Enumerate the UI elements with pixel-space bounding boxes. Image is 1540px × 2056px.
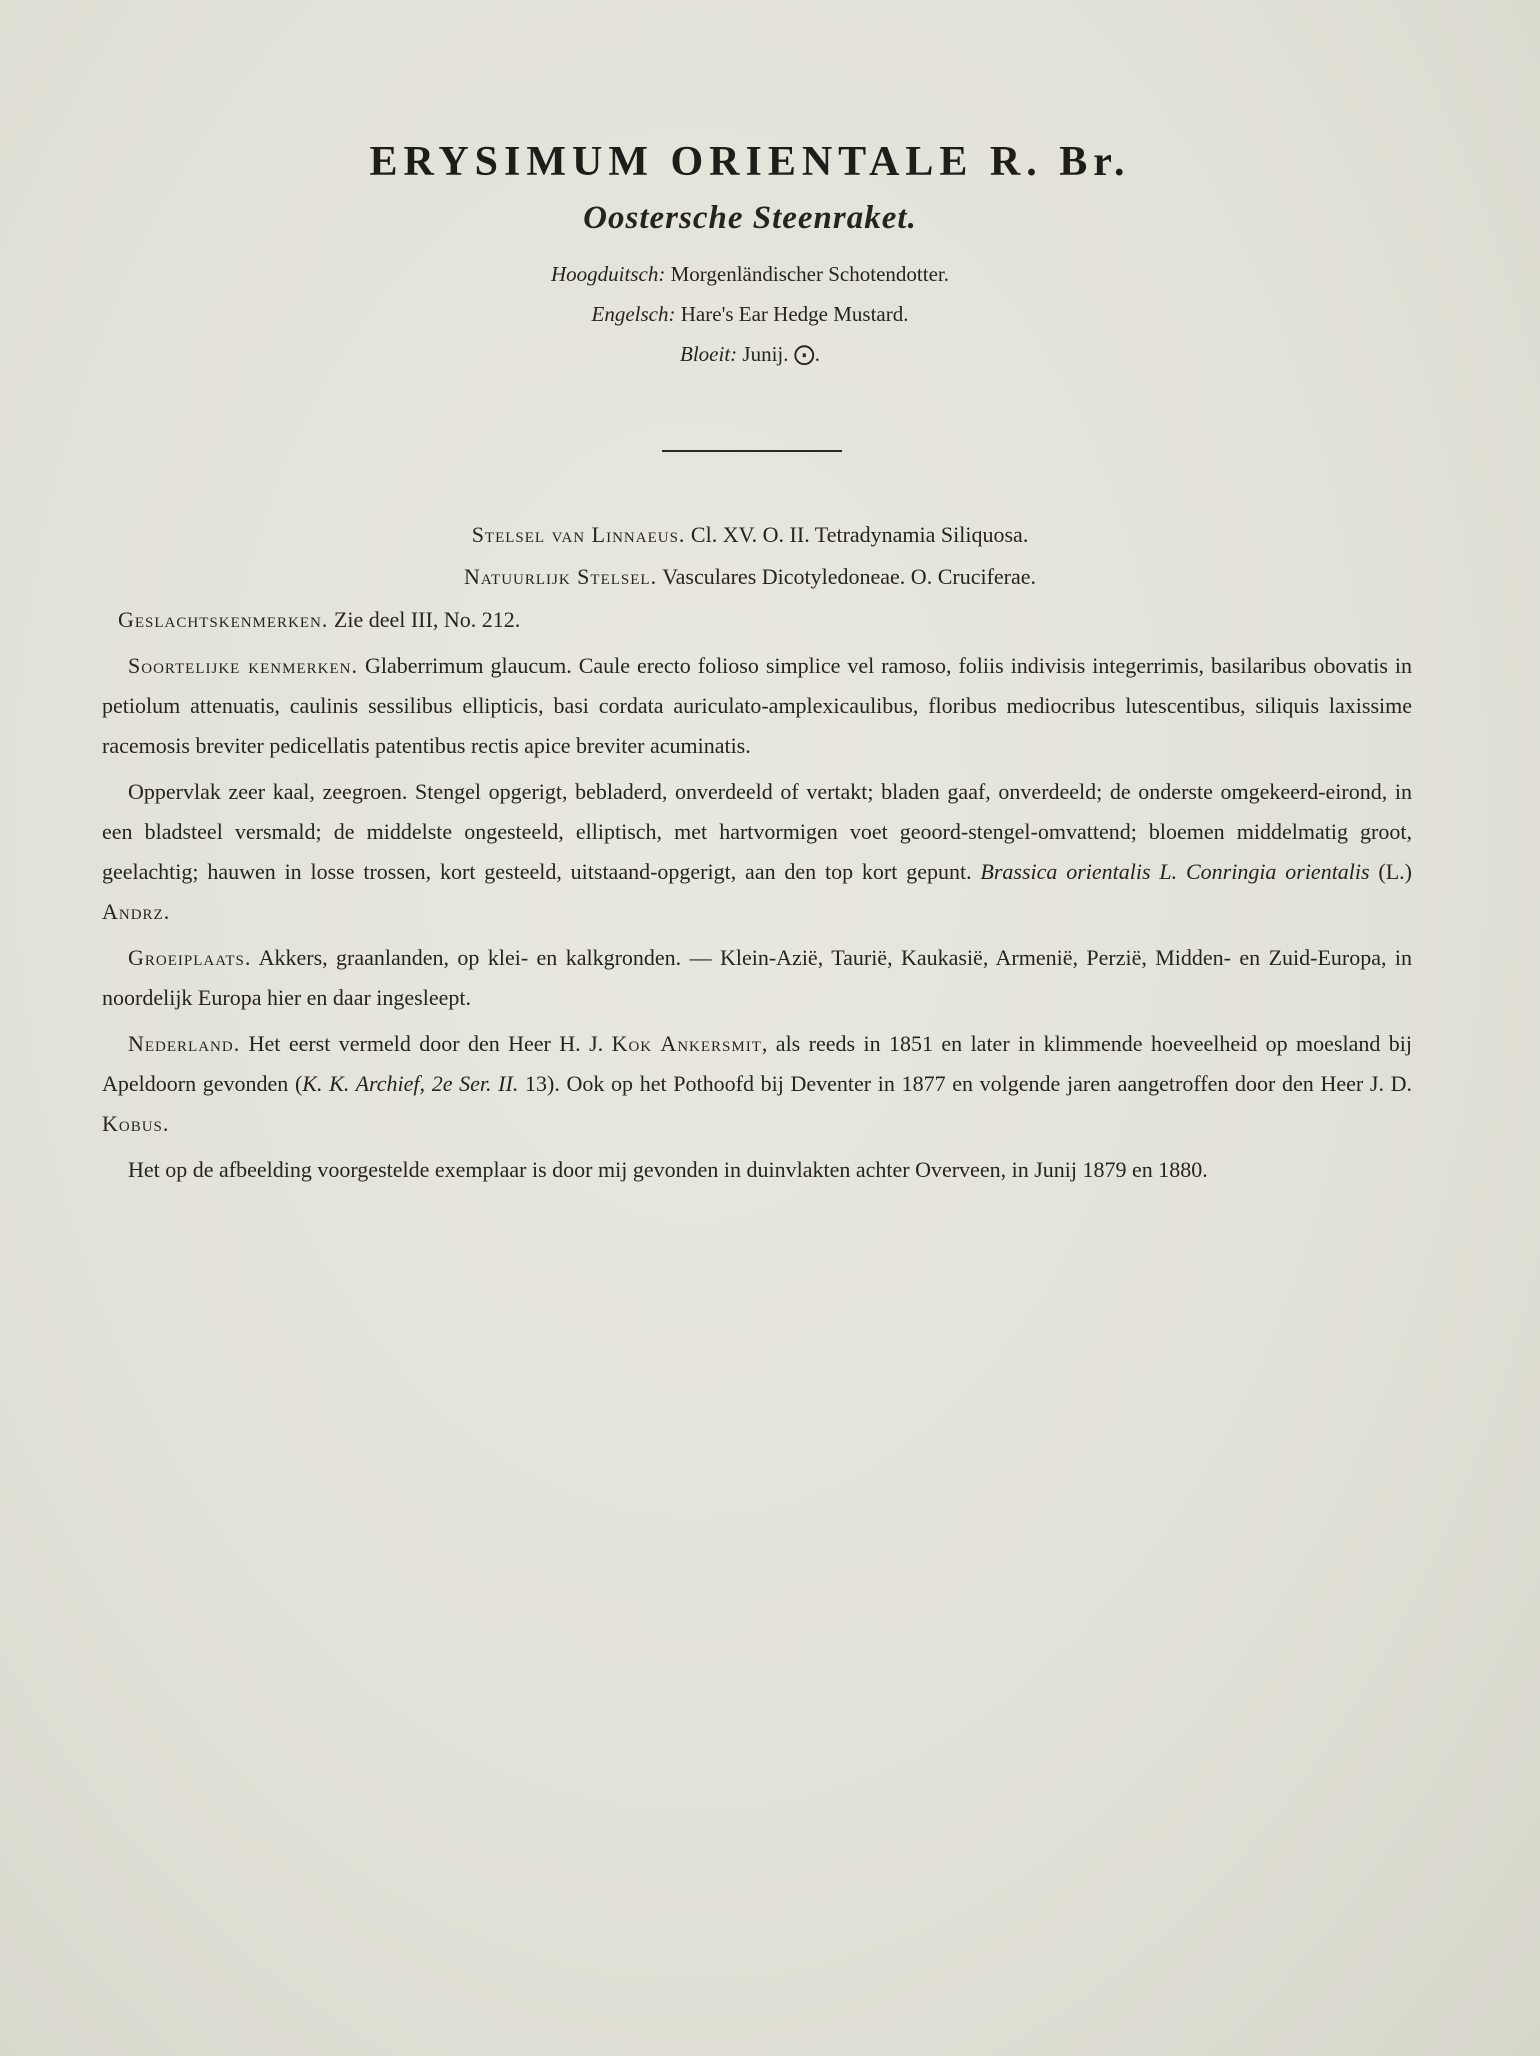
para-illustration-text: Het op de afbeelding voorgestelde exemplaar is door mij gevonden in duinvlakten achter Overveen, in Junij 1879 en 1880. <box>128 1157 1208 1182</box>
para-netherlands-text3: 13). Ook op het Pothoofd bij Deventer in 1877 en volgende jaren aangetroffen door den Heer J. D. <box>518 1071 1413 1096</box>
synonym-brassica: Brassica orientalis L. <box>980 859 1178 884</box>
page-title: ERYSIMUM ORIENTALE R. Br. <box>369 139 1131 185</box>
flowering <box>0 342 1500 367</box>
classification-natural-value: Vasculares Dicotyledoneae. O. Cruciferae. <box>662 564 1037 589</box>
para-netherlands <box>102 1024 1412 1144</box>
para-species <box>102 646 1412 766</box>
classification-natural-label: Natuurlijk Stelsel. <box>463 564 658 589</box>
para-genus-label: Geslachtskenmerken. <box>118 607 329 632</box>
person-kok-ankersmit: Kok Ankersmit <box>611 1031 762 1056</box>
name-german <box>0 262 1500 287</box>
page-subtitle: Oostersche Steenraket. <box>583 200 917 236</box>
body-text <box>102 600 1412 1196</box>
para-species-label: Soortelijke kenmerken. <box>128 653 358 678</box>
para-habitat-label: Groeiplaats. <box>128 945 252 970</box>
name-english-value: Hare's Ear Hedge Mustard. <box>680 302 909 326</box>
para-species-text: Glaberrimum glaucum. Caule erecto folioso simplice vel ramoso, foliis indivisis integerrimis, basilaribus obovatis in petiolum attenuatis, caulinis sessilibus ellipticis, basi cordata auriculato-amplexicaulibus, floribus mediocribus lutescentibus, siliquis laxissime racemosis breviter pedicellatis patentibus rectis apice breviter acuminatis. <box>102 653 1413 758</box>
classification-natural <box>0 564 1500 590</box>
para-genus <box>102 600 1412 640</box>
para-description-text: Oppervlak zeer kaal, zeegroen. Stengel opgerigt, bebladerd, onverdeeld of vertakt; bladen gaaf, onverdeeld; de onderste omgekeerd-eirond, in een bladsteel versmald; de middelste ongesteeld, elliptisch, met hartvormigen voet geoord-stengel-omvattend; bloemen middelmatig groot, geelachtig; hauwen in losse trossen, kort gesteeld, uitstaand-opgerigt, aan den top kort gepunt. <box>102 779 1412 884</box>
classification-linnaeus-label: Stelsel van Linnaeus. <box>471 522 686 547</box>
synonym-conringia-author2: Andrz. <box>102 899 171 924</box>
name-english <box>0 302 1500 327</box>
reference-archief: K. K. Archief, 2e Ser. II. <box>302 1071 519 1096</box>
synonym-conringia-author: (L.) <box>1378 859 1413 884</box>
name-german-value: Morgenländischer Schotendotter. <box>670 262 949 286</box>
para-habitat <box>102 938 1412 1018</box>
para-netherlands-label: Nederland. <box>128 1031 241 1056</box>
flowering-label: Bloeit: <box>680 342 738 366</box>
para-netherlands-text1: Het eerst vermeld door den Heer H. J. <box>248 1031 604 1056</box>
classification-linnaeus <box>0 522 1500 548</box>
para-description <box>102 772 1412 932</box>
name-english-label: Engelsch: <box>591 302 676 326</box>
para-illustration <box>102 1150 1412 1190</box>
flowering-value: Junij. ⨀. <box>742 342 820 366</box>
classification-linnaeus-value: Cl. XV. O. II. Tetradynamia Siliquosa. <box>690 522 1029 547</box>
para-genus-text: Zie deel III, No. 212. <box>333 607 521 632</box>
synonym-conringia: Conringia orientalis <box>1185 859 1370 884</box>
name-german-label: Hoogduitsch: <box>551 262 666 286</box>
divider-rule <box>662 450 842 452</box>
para-netherlands-text2: , als reeds in 1851 en later in klimmende hoeveelheid op moesland bij Apeldoorn gevonden ( <box>102 1031 1413 1096</box>
para-netherlands-text4: . <box>162 1111 169 1136</box>
para-habitat-text: Akkers, graanlanden, op klei- en kalkgronden. — Klein-Azië, Taurië, Kaukasië, Armenië, Perzië, Midden- en Zuid-Europa, in noordelijk Europa hier en daar ingesleept. <box>102 945 1412 1010</box>
person-kobus: Kobus <box>102 1111 163 1136</box>
